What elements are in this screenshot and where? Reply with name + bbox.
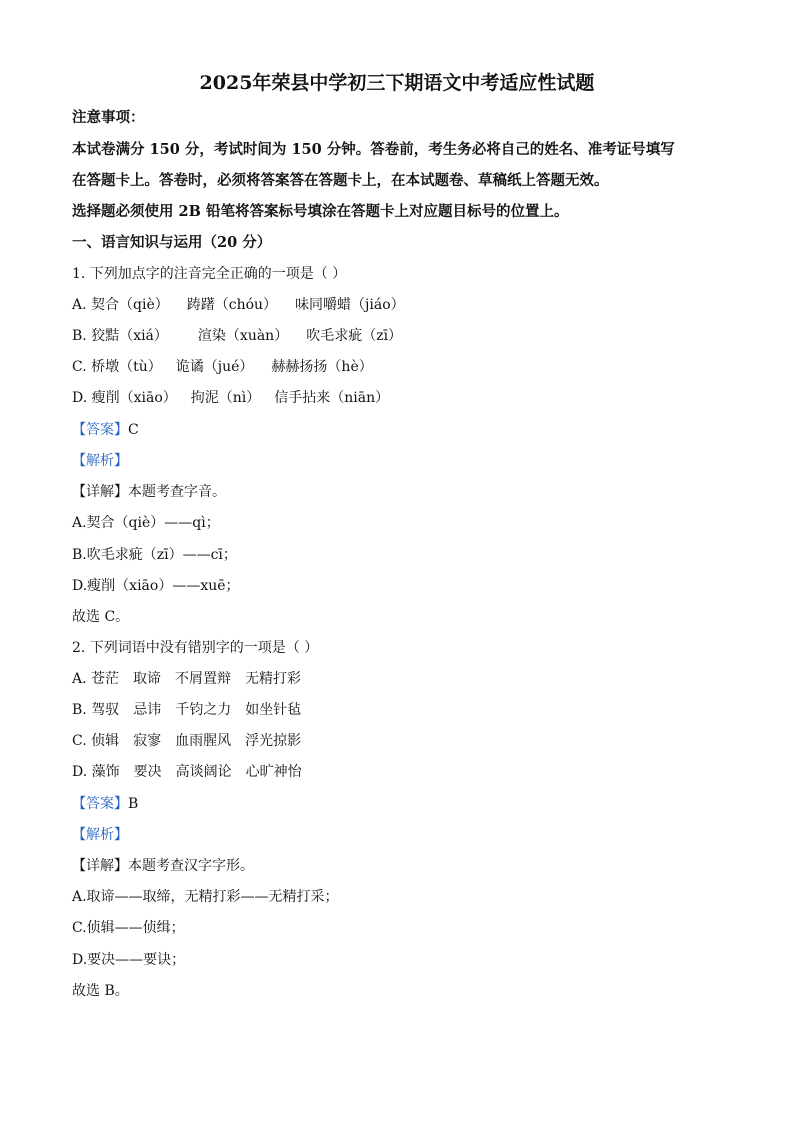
option-part: 寂寥 [133,733,162,749]
option-part: 要决 [133,764,162,780]
option-part: B. 驾驭 [72,702,120,718]
question-2-option-d [72,762,302,782]
question-2-option-a [72,669,301,689]
answer-value: C [128,422,139,438]
question-2-option-b [72,700,301,720]
question-1-explanation: B.吹毛求疵（zī）——cī； [72,547,237,563]
option-part: 无精打彩 [245,671,302,687]
question-2-conclusion: 故选 B。 [72,983,129,999]
question-1-explanation: D.瘦削（xiāo）——xuē； [72,578,240,594]
option-part: 忌讳 [133,702,162,718]
option-part: 渲染（xuàn） [197,328,289,344]
option-part: 浮光掠影 [245,733,302,749]
question-1-detail [72,482,226,502]
option-part: 吹毛求疵（zī） [306,328,403,344]
notice-line-1: 本试卷满分 150 分，考试时间为 150 分钟。答卷前，考生务必将自己的姓名、准考证号填写 [72,141,675,158]
question-1-stem: 1. 下列加点字的注音完全正确的一项是（ ） [72,266,347,282]
option-part: 诡谲（jué） [175,359,254,375]
option-part: 不屑置辩 [175,671,232,687]
option-part: 信手拈来（niān） [274,390,390,406]
question-1-option-b [72,326,402,346]
question-1-option-c [72,357,373,377]
detail-text: 本题考查汉字字形。 [128,858,254,874]
option-part: A. 契合（qiè） [72,297,169,313]
question-2-answer [72,794,138,814]
notice-line-2: 在答题卡上。答卷时，必须将答案答在答题卡上，在本试题卷、草稿纸上答题无效。 [72,172,609,189]
question-2-explanation: D.要决——要诀； [72,952,186,968]
question-1-answer [72,420,139,440]
answer-value: B [128,796,139,812]
option-part: A. 苍茫 [72,671,120,687]
question-2-explanation: A.取谛——取缔，无精打彩——无精打采； [72,889,339,905]
option-part: 高谈阔论 [175,764,232,780]
detail-label: 【详解】 [72,858,128,874]
question-1-explanation: A.契合（qiè）——qì； [72,515,220,531]
notice-heading: 注意事项： [72,109,145,126]
page-title: 2025年荣县中学初三下期语文中考适应性试题 [199,72,595,94]
option-part: D. 瘦削（xiāo） [72,390,177,406]
option-part: B. 狡黠（xiá） [72,328,168,344]
answer-label: 【答案】 [72,796,128,812]
question-2-option-c [72,731,301,751]
question-1-option-a [72,295,405,315]
option-part: 如坐针毡 [245,702,302,718]
detail-label: 【详解】 [72,484,128,500]
option-part: 血雨腥风 [175,733,232,749]
question-1-option-d [72,388,389,408]
question-2-explanation: C.侦辑——侦缉； [72,920,185,936]
option-part: D. 藻饰 [72,764,120,780]
detail-text: 本题考查字音。 [128,484,226,500]
answer-label: 【答案】 [72,422,128,438]
question-2-stem: 2. 下列词语中没有错别字的一项是（ ） [72,640,319,656]
question-2-detail [72,856,254,876]
option-part: 拘泥（nì） [190,390,261,406]
question-2-analysis-label: 【解析】 [72,827,128,843]
option-part: 味同嚼蜡（jiáo） [295,297,405,313]
option-part: C. 桥墩（tù） [72,359,162,375]
option-part: 千钧之力 [175,702,232,718]
notice-line-3: 选择题必须使用 2B 铅笔将答案标号填涂在答题卡上对应题目标号的位置上。 [72,203,569,220]
question-1-conclusion: 故选 C。 [72,609,130,625]
question-1-analysis-label: 【解析】 [72,453,128,469]
option-part: 心旷神怡 [245,764,302,780]
option-part: C. 侦辑 [72,733,120,749]
option-part: 赫赫扬扬（hè） [271,359,373,375]
option-part: 取谛 [133,671,162,687]
section-heading: 一、语言知识与运用（20 分） [72,234,272,251]
option-part: 踌躇（chóu） [186,297,278,313]
